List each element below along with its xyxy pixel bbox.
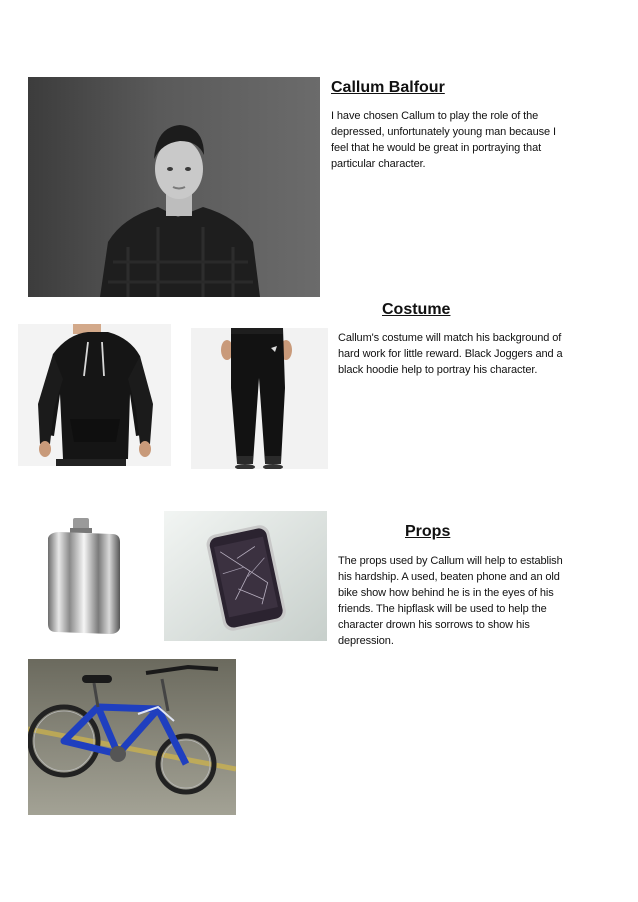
black-hoodie-photo <box>18 324 171 466</box>
costume-description: Callum's costume will match his background of hard work for little reward. Black Joggers and a black hoodie help to portray his character. <box>338 332 563 376</box>
props-heading: Props <box>405 523 451 540</box>
black-joggers-photo <box>191 328 328 469</box>
costume-heading: Costume <box>382 301 451 318</box>
props-description: The props used by Callum will help to establish his hardship. A used, beaten phone and an old bike show how behind he is in the eyes of his friends. The hipflask will be used to help the character drown his sorrows to show his depression. <box>338 555 563 647</box>
hip-flask-photo <box>40 510 125 640</box>
actor-portrait-photo <box>28 77 320 297</box>
actor-description: I have chosen Callum to play the role of the depressed, unfortunately young man because I feel that he would be great in portraying that particular character. <box>331 110 556 170</box>
cracked-phone-photo <box>164 511 327 641</box>
actor-name-heading: Callum Balfour <box>331 79 445 96</box>
blue-bike-photo <box>28 659 236 815</box>
